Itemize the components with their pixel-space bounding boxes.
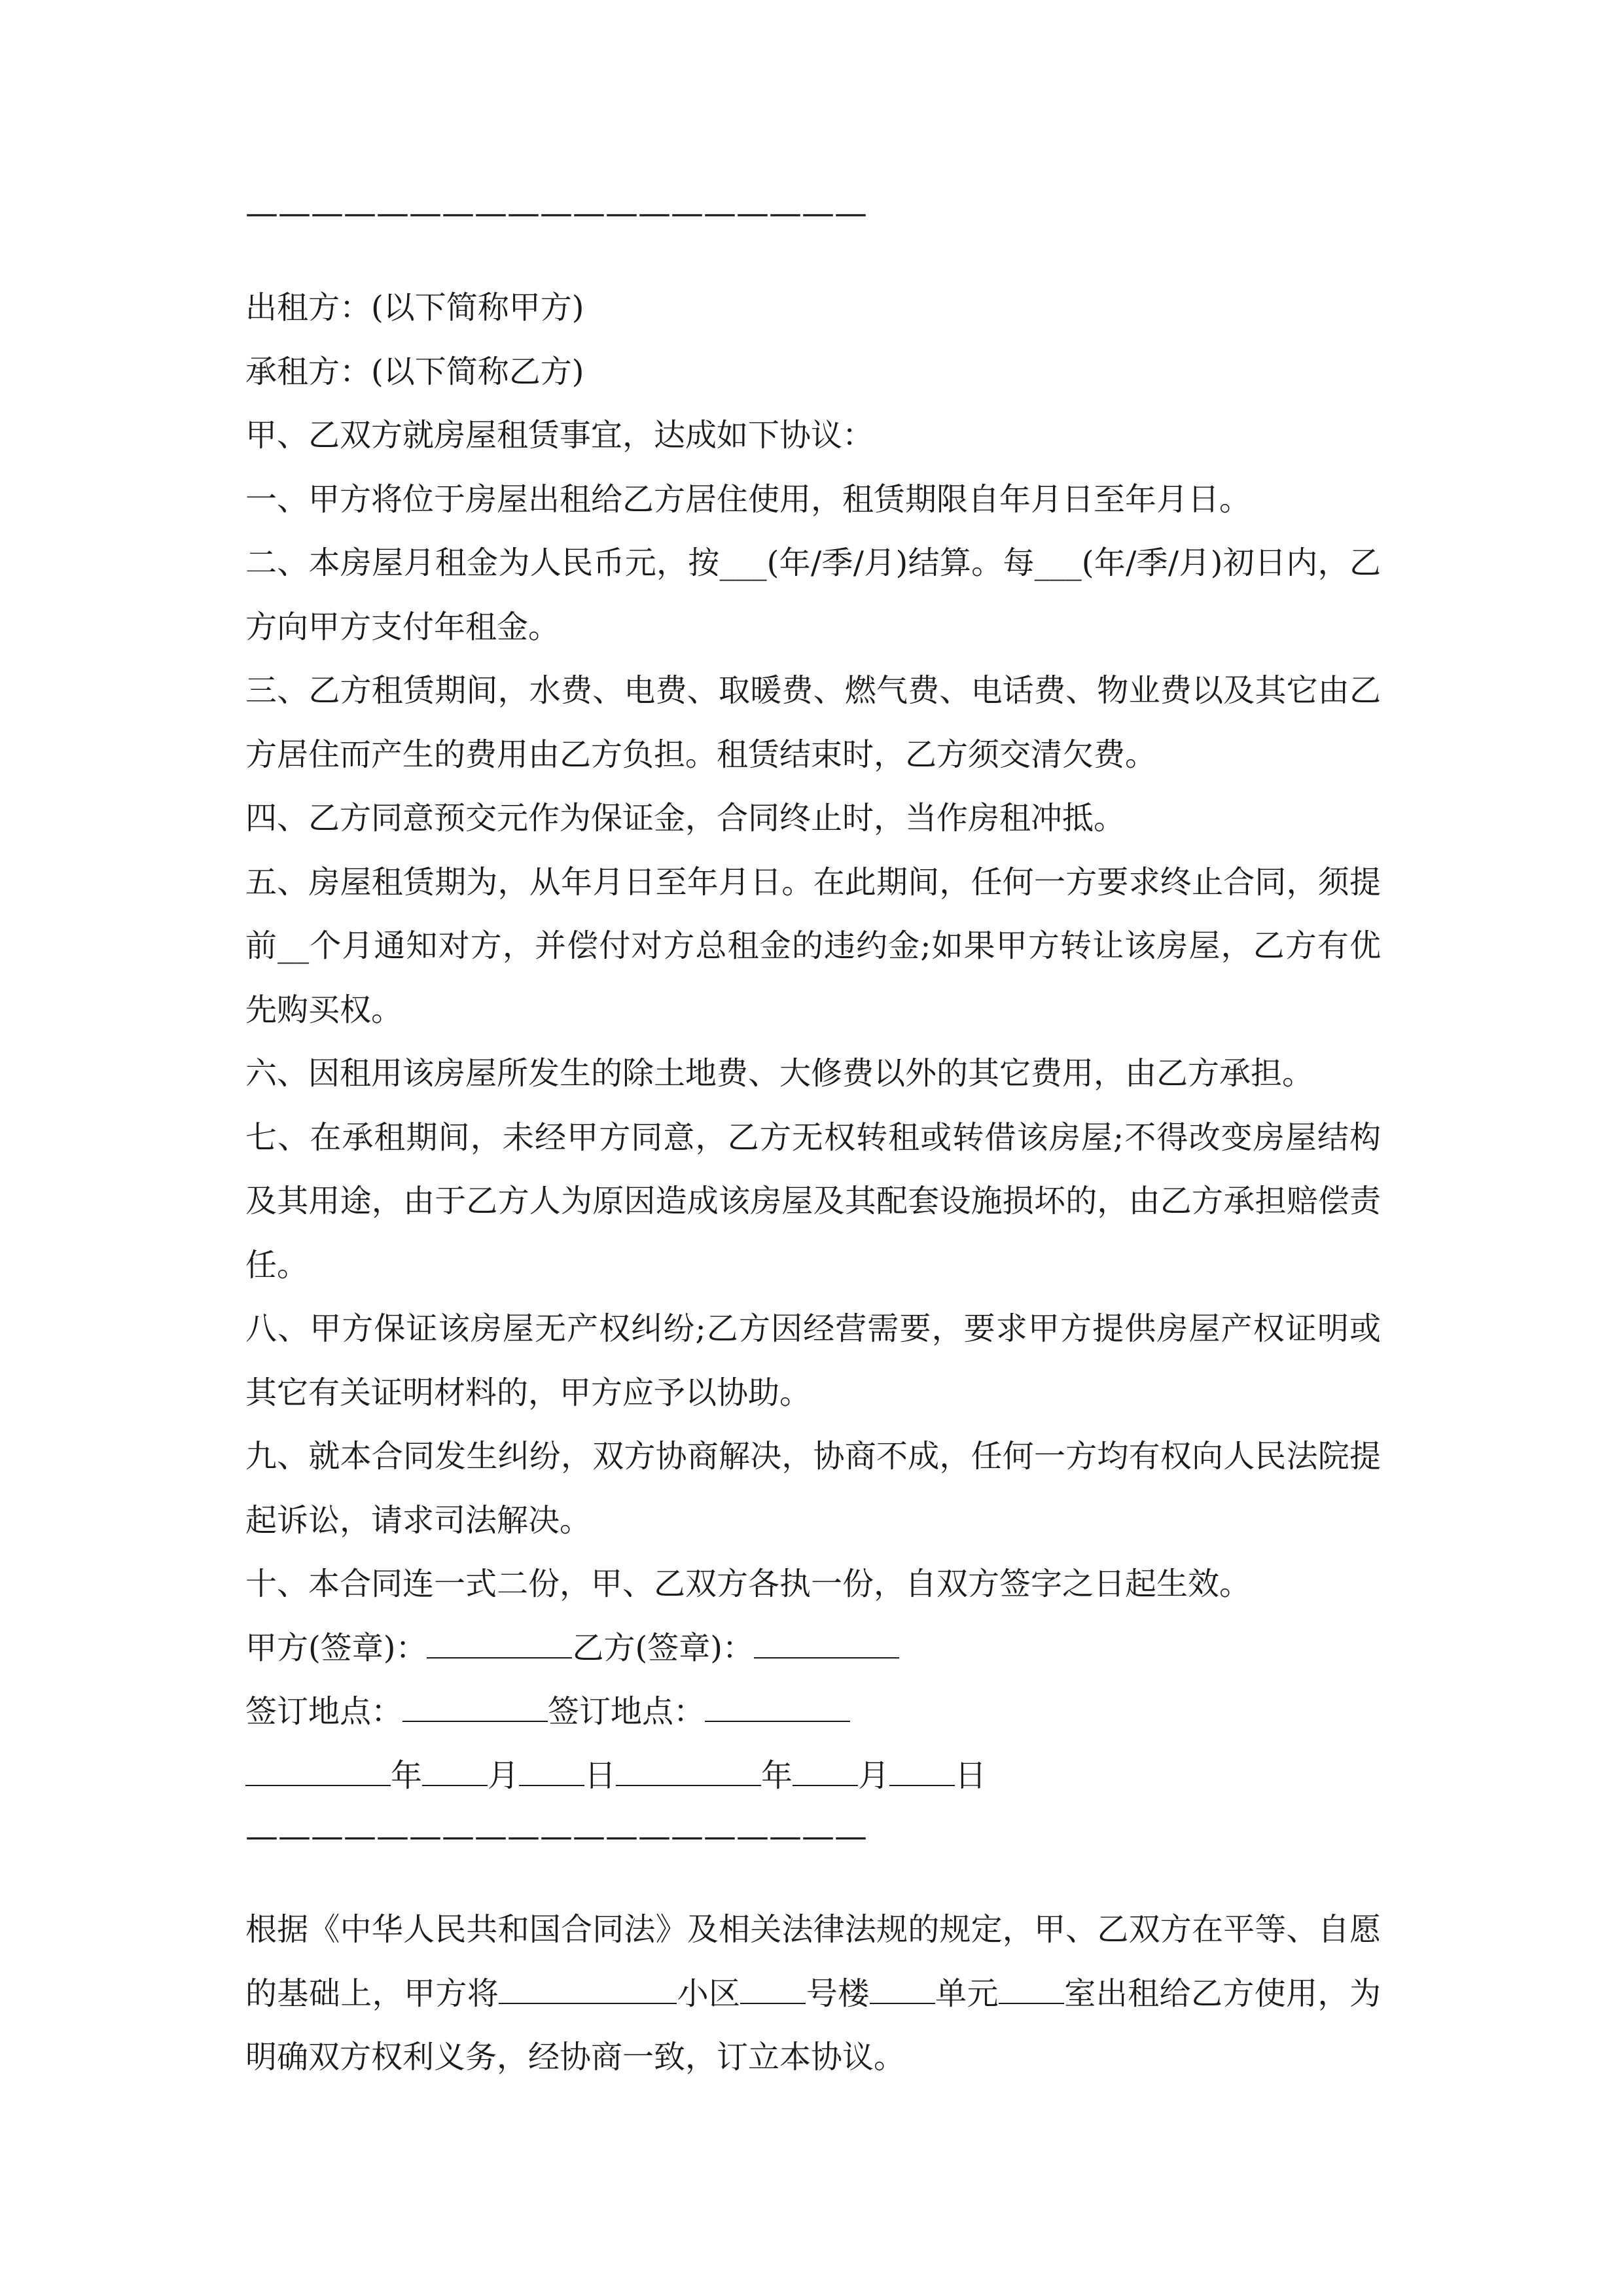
place-b-label: 签订地点： xyxy=(548,1693,705,1730)
second-intro-part-1: 根据《中华人民共和国合同法》及相关法律法规的规定，甲、乙双方在平等、自愿的基础上，甲方将 xyxy=(245,1911,1381,2012)
clause-9: 九、就本合同发生纠纷，双方协商解决，协商不成，任何一方均有权向人民法院提起诉讼，请求司法解决。 xyxy=(245,1438,1381,1539)
place-a-label: 签订地点： xyxy=(245,1693,403,1730)
agreement-intro: 甲、乙双方就房屋租赁事宜，达成如下协议： xyxy=(245,417,874,454)
day-b-label: 日 xyxy=(955,1757,987,1794)
month-a-blank[interactable] xyxy=(422,1761,488,1786)
clause-7: 七、在承租期间，未经甲方同意，乙方无权转租或转借该房屋;不得改变房屋结构及其用途，由于乙方人为原因造成该房屋及其配套设施损坏的，由乙方承担赔偿责任。 xyxy=(245,1119,1381,1283)
year-a-blank[interactable] xyxy=(245,1761,391,1786)
year-b-label: 年 xyxy=(761,1757,793,1794)
day-a-label: 日 xyxy=(584,1757,616,1794)
clause-3: 三、乙方租赁期间，水费、电费、取暖费、燃气费、电话费、物业费以及其它由乙方居住而产生的费用由乙方负担。租赁结束时，乙方须交清欠费。 xyxy=(245,672,1381,773)
place-b-blank[interactable] xyxy=(705,1697,850,1722)
middle-divider-line: ——————————————————— xyxy=(245,1817,867,1855)
second-agreement-intro xyxy=(245,1898,1381,2090)
clause-2: 二、本房屋月租金为人民币元，按___(年/季/月)结算。每___(年/季/月)初日内，乙方向甲方支付年租金。 xyxy=(245,545,1381,645)
year-a-label: 年 xyxy=(391,1757,423,1794)
second-intro-part-3: 号楼 xyxy=(806,1975,870,2012)
party-a-sign-blank[interactable] xyxy=(427,1634,572,1659)
sign-place-line xyxy=(245,1680,1381,1744)
month-b-label: 月 xyxy=(858,1757,890,1794)
party-a-sign-label: 甲方(签章)： xyxy=(245,1629,427,1666)
month-a-label: 月 xyxy=(488,1757,520,1794)
clause-8: 八、甲方保证该房屋无产权纠纷;乙方因经营需要，要求甲方提供房屋产权证明或其它有关证明材料的，甲方应予以协助。 xyxy=(245,1310,1381,1411)
clause-6: 六、因租用该房屋所发生的除土地费、大修费以外的其它费用，由乙方承担。 xyxy=(245,1055,1314,1092)
day-a-blank[interactable] xyxy=(519,1761,584,1786)
clause-10: 十、本合同连一式二份，甲、乙双方各执一份，自双方签字之日起生效。 xyxy=(245,1566,1251,1602)
place-a-blank[interactable] xyxy=(402,1697,548,1722)
unit-blank[interactable] xyxy=(870,1979,935,2004)
signature-line xyxy=(245,1617,1381,1681)
year-b-blank[interactable] xyxy=(616,1761,761,1786)
clause-5: 五、房屋租赁期为，从年月日至年月日。在此期间，任何一方要求终止合同，须提前__个月通知对方，并偿付对方总租金的违约金;如果甲方转让该房屋，乙方有优先购买权。 xyxy=(245,863,1381,1028)
building-blank[interactable] xyxy=(740,1979,806,2004)
room-blank[interactable] xyxy=(999,1979,1064,2004)
day-b-blank[interactable] xyxy=(889,1761,955,1786)
second-intro-part-5: 室出租给乙方使用，为明确双方权利义务，经协商一致，订立本协议。 xyxy=(245,1975,1381,2075)
party-b-sign-blank[interactable] xyxy=(754,1634,899,1659)
document-page xyxy=(245,196,1381,2090)
lessor-line: 出租方：(以下简称甲方) xyxy=(245,289,584,326)
clause-1: 一、甲方将位于房屋出租给乙方居住使用，租赁期限自年月日至年月日。 xyxy=(245,480,1251,518)
top-divider-line: ——————————————————— xyxy=(245,194,867,232)
second-intro-part-4: 单元 xyxy=(935,1975,999,2012)
month-b-blank[interactable] xyxy=(793,1761,858,1786)
lessee-line: 承租方：(以下简称乙方) xyxy=(245,353,584,390)
community-blank[interactable] xyxy=(499,1979,677,2004)
clause-4: 四、乙方同意预交元作为保证金，合同终止时，当作房租冲抵。 xyxy=(245,800,1126,836)
second-intro-part-2: 小区 xyxy=(677,1975,741,2012)
sign-date-line xyxy=(245,1744,1381,1808)
party-b-sign-label: 乙方(签章)： xyxy=(572,1629,754,1666)
